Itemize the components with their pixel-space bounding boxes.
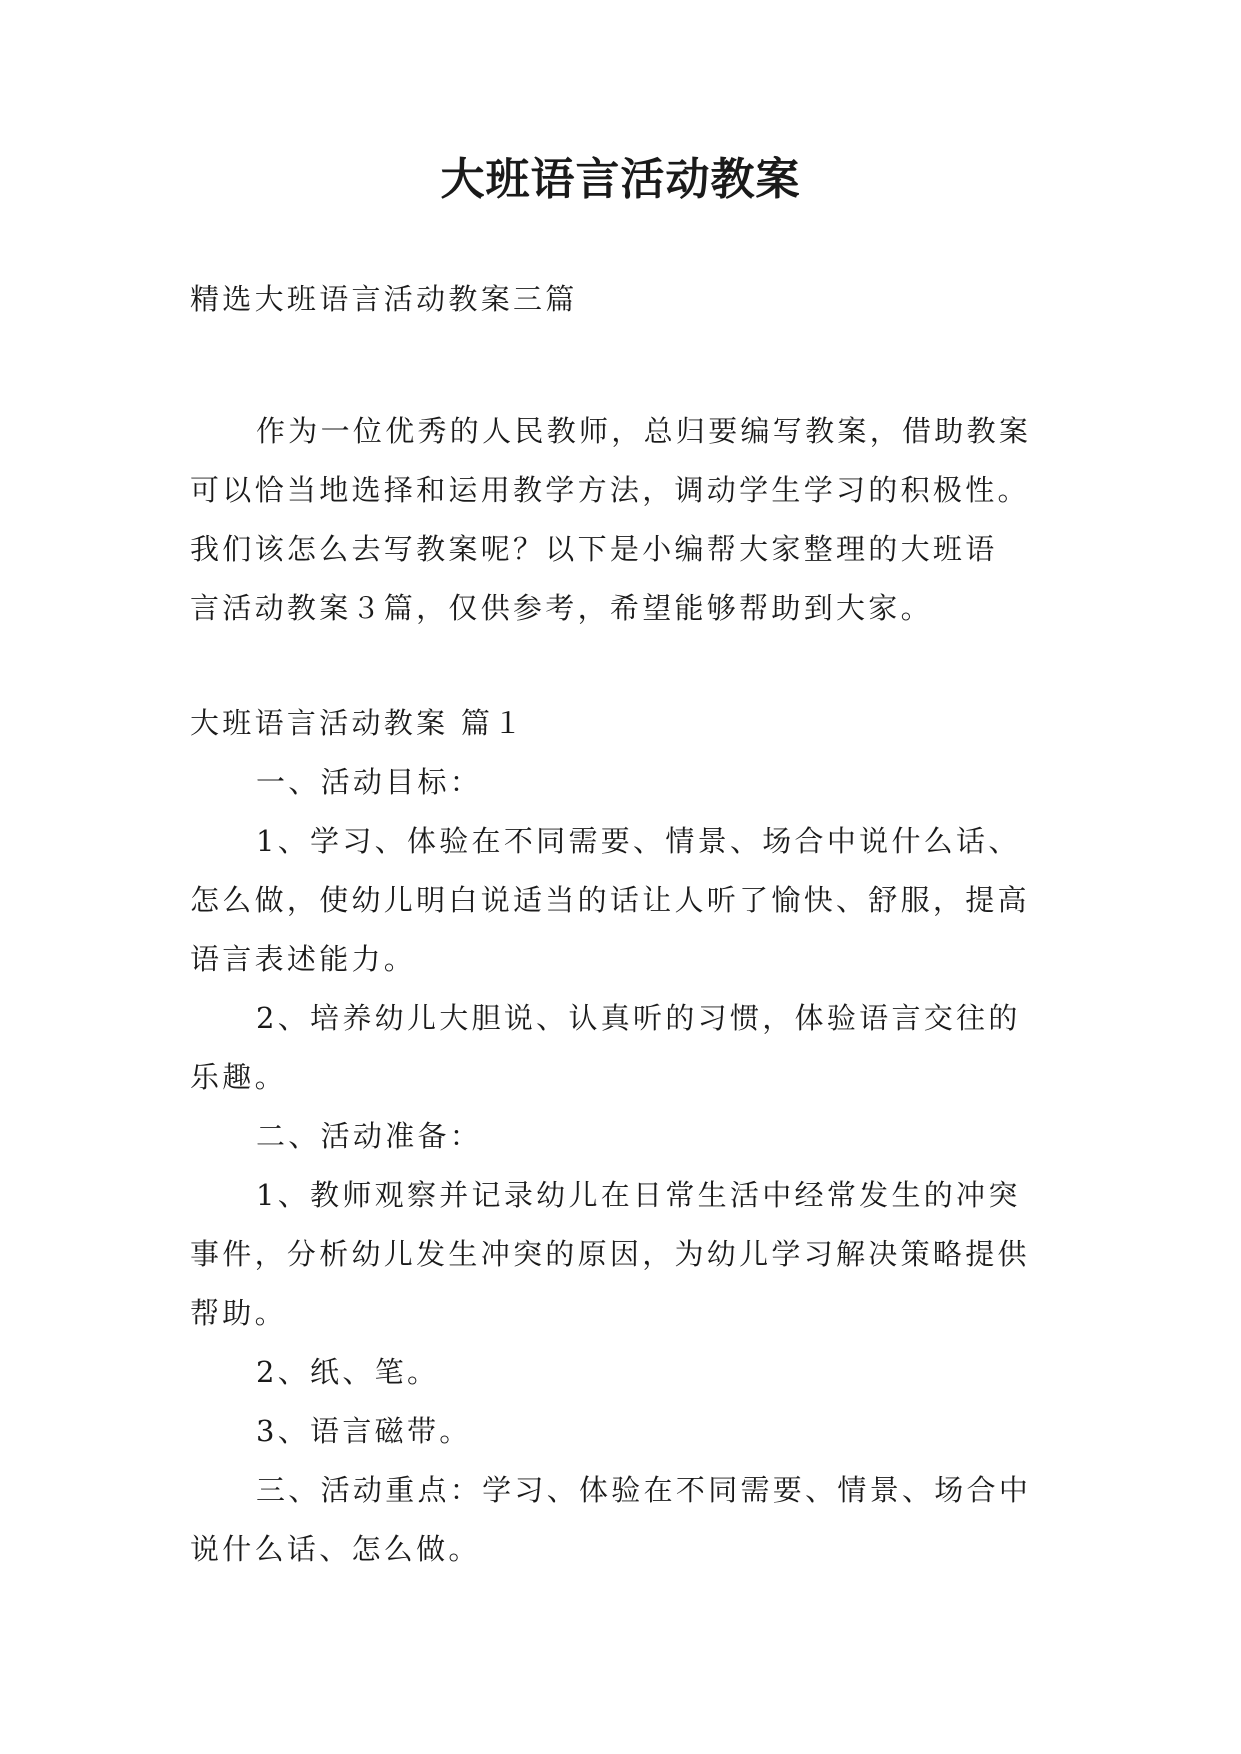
document-title: 大班语言活动教案	[440, 154, 801, 205]
body-line: 1、教师观察并记录幼儿在日常生活中经常发生的冲突	[256, 1178, 1021, 1212]
body-line: 事件，分析幼儿发生冲突的原因，为幼儿学习解决策略提供	[190, 1237, 1030, 1271]
body-line: 帮助。	[190, 1296, 287, 1330]
body-line: 1、学习、体验在不同需要、情景、场合中说什么话、	[256, 824, 1021, 858]
body-line: 乐趣。	[190, 1060, 287, 1094]
body-line: 三、活动重点：学习、体验在不同需要、情景、场合中	[256, 1473, 1032, 1507]
body-line: 怎么做，使幼儿明白说适当的话让人听了愉快、舒服，提高	[190, 883, 1030, 917]
body-line: 3、语言磁带。	[256, 1414, 472, 1448]
intro-paragraph	[190, 402, 1080, 638]
body-line: 二、活动准备：	[256, 1119, 483, 1153]
document-subtitle: 精选大班语言活动教案三篇	[190, 282, 578, 316]
section-body	[190, 753, 1080, 1579]
intro-line: 我们该怎么去写教案呢？以下是小编帮大家整理的大班语	[190, 532, 998, 566]
body-line: 语言表述能力。	[190, 942, 417, 976]
intro-line: 言活动教案３篇，仅供参考，希望能够帮助到大家。	[190, 591, 933, 625]
body-line: 2、纸、笔。	[256, 1355, 440, 1389]
body-line: 一、活动目标：	[256, 765, 483, 799]
section-heading: 大班语言活动教案 篇１	[190, 706, 526, 740]
body-line: 说什么话、怎么做。	[190, 1532, 481, 1566]
intro-line: 作为一位优秀的人民教师，总归要编写教案，借助教案	[256, 414, 1032, 448]
body-line: 2、培养幼儿大胆说、认真听的习惯，体验语言交往的	[256, 1001, 1021, 1035]
intro-line: 可以恰当地选择和运用教学方法，调动学生学习的积极性。	[190, 473, 1030, 507]
